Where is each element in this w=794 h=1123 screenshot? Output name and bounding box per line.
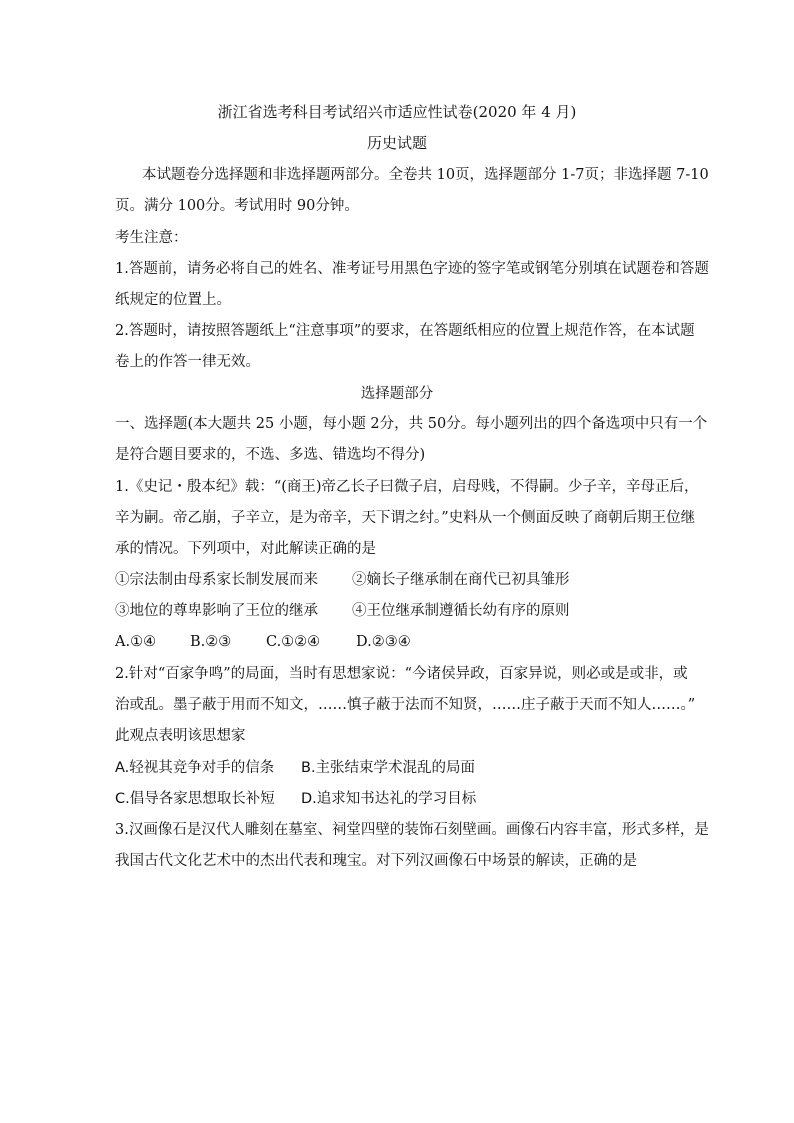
intro-line-1: 本试题卷分选择题和非选择题两部分。全卷共 10页，选择题部分 1-7页；非选择题 7-10 <box>142 167 709 183</box>
q3-stem-line-2: 我国古代文化艺术中的杰出代表和瑰宝。对下列汉画像石中场景的解读，正确的是 <box>115 853 637 869</box>
q1-statement-3: ③地位的尊卑影响了王位的继承 <box>115 603 318 619</box>
q3-stem-line-1: 3.汉画像石是汉代人雕刻在墓室、祠堂四壁的装饰石刻壁画。画像石内容丰富，形式多样，是 <box>115 822 709 838</box>
q2-option-a: A.轻视其竞争对手的信条 <box>115 760 275 776</box>
q1-statement-1: ①宗法制由母系家长制发展而来 <box>115 572 318 588</box>
q2-stem-line-3: 此观点表明该思想家 <box>115 728 246 744</box>
section-heading: 选择题部分 <box>360 386 434 402</box>
q1-option-d: D.②③④ <box>356 634 411 650</box>
notes-item-2-line-1: 2.答题时，请按照答题纸上“注意事项”的要求，在答题纸相应的位置上规范作答，在本试题 <box>115 323 695 339</box>
q1-option-a: A.①④ <box>115 634 157 650</box>
q2-option-c: C.倡导各家思想取长补短 <box>115 791 275 807</box>
q2-stem-line-2: 治或乱。墨子蔽于用而不知文，……慎子蔽于法而不知贤，……庄子蔽于天而不知人……。” <box>115 697 696 713</box>
q2-option-d: D.追求知书达礼的学习目标 <box>301 791 477 807</box>
q1-option-b: B.②③ <box>190 634 232 650</box>
q1-stem-line-2: 辛为嗣。帝乙崩，子辛立，是为帝辛，天下谓之纣。”史料从一个侧面反映了商朝后期王位继 <box>115 510 696 526</box>
intro-line-2: 页。满分 100分。考试用时 90分钟。 <box>115 198 359 214</box>
q1-statement-2: ②嫡长子继承制在商代已初具雏形 <box>352 572 570 588</box>
notes-item-1-line-2: 纸规定的位置上。 <box>115 292 231 308</box>
q2-stem-line-1: 2.针对“百家争鸣”的局面，当时有思想家说：“今诸侯异政，百家异说，则必或是或非，或 <box>115 666 688 682</box>
q1-option-c: C.①②④ <box>266 634 321 650</box>
q2-option-b: B.主张结束学术混乱的局面 <box>301 760 476 776</box>
notes-heading: 考生注意： <box>115 230 188 246</box>
exam-subject: 历史试题 <box>366 134 427 152</box>
section-instructions-line-2: 是符合题目要求的，不选、多选、错选均不得分) <box>115 447 426 463</box>
q1-stem-line-1: 1.《史记・殷本纪》载：“(商王)帝乙长子曰微子启，启母贱，不得嗣。少子辛，辛母正后， <box>115 479 699 495</box>
q1-stem-line-3: 承的情况。下列项中，对此解读正确的是 <box>115 541 376 557</box>
q1-statement-4: ④王位继承制遵循长幼有序的原则 <box>352 603 570 619</box>
notes-item-1-line-1: 1.答题前，请务必将自己的姓名、准考证号用黑色字迹的签字笔或钢笔分别填在试题卷和答题 <box>115 261 709 277</box>
notes-item-2-line-2: 卷上的作答一律无效。 <box>115 354 260 370</box>
section-instructions-line-1: 一、选择题(本大题共 25 小题，每小题 2分，共 50分。每小题列出的四个备选项中只有一个 <box>115 416 708 432</box>
exam-title: 浙江省选考科目考试绍兴市适应性试卷(2020 年 4 月) <box>217 103 577 121</box>
